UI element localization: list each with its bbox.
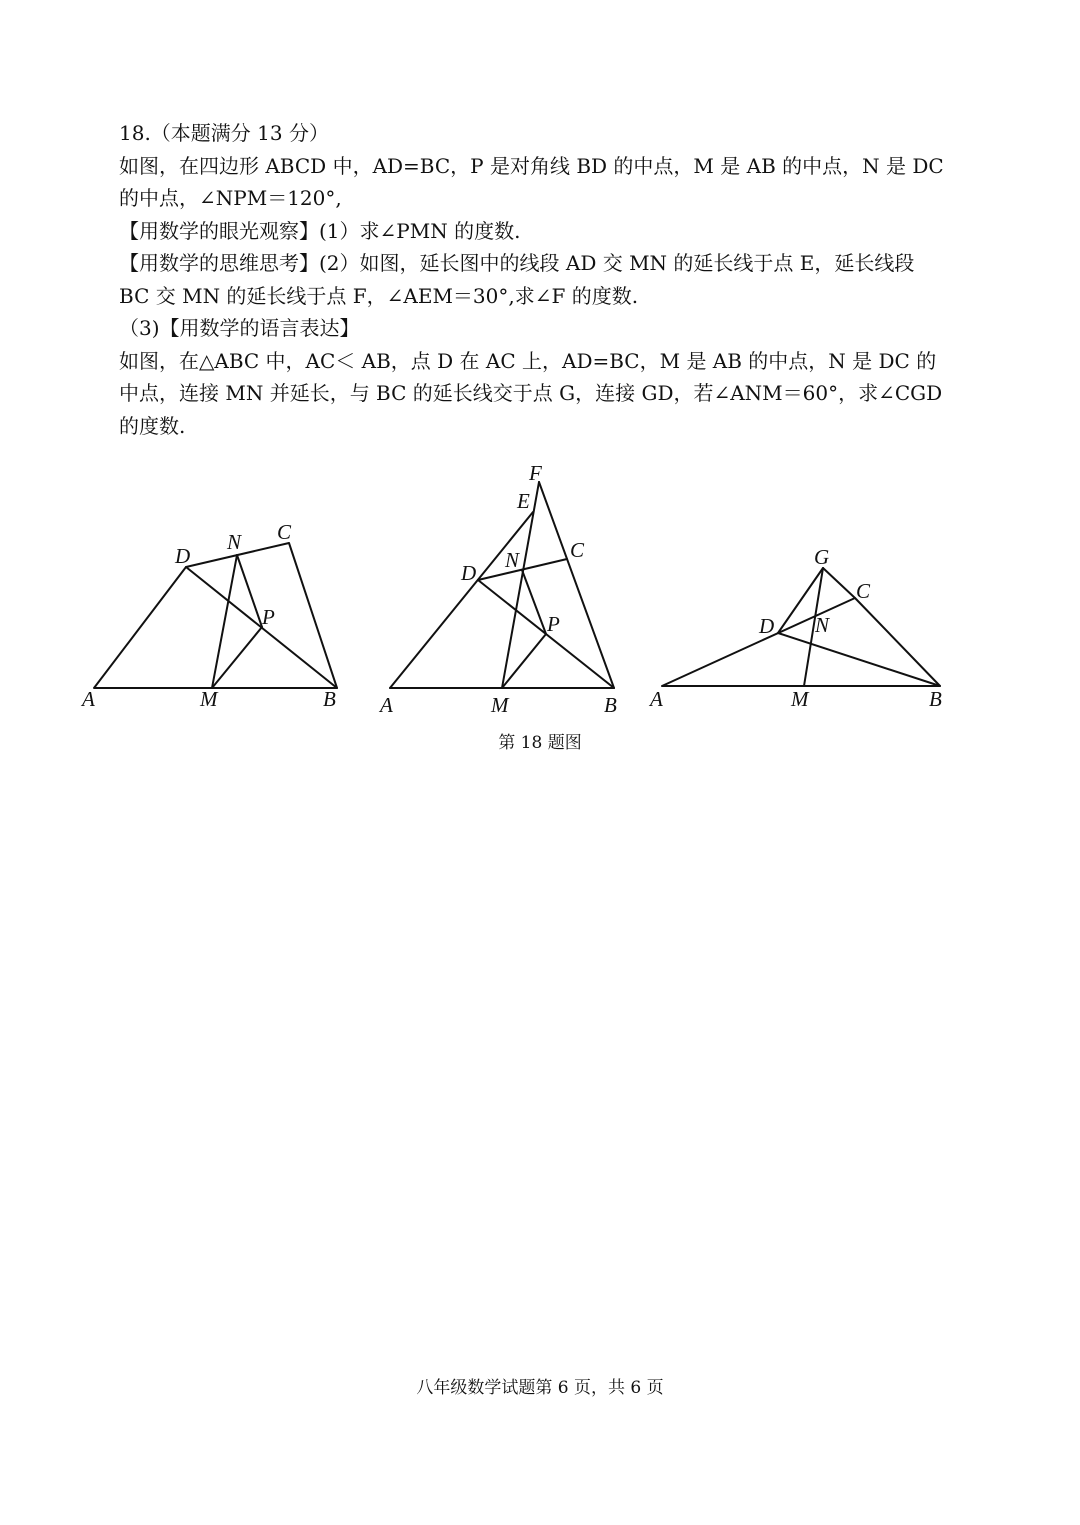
label-d: D	[175, 544, 191, 568]
problem-line: BC 交 MN 的延长线于点 F，∠AEM＝30°,求∠F 的度数.	[119, 283, 639, 308]
problem-18	[119, 117, 969, 442]
figure-caption: 第 18 题图	[498, 733, 582, 753]
label-m: M	[200, 687, 218, 711]
problem-line: 【用数学的眼光观察】(1）求∠PMN 的度数.	[119, 218, 521, 243]
line-ae	[390, 512, 533, 688]
segment-mp	[212, 627, 262, 688]
label-p: P	[262, 605, 275, 629]
label-n: N	[227, 530, 242, 554]
label-p: P	[547, 612, 560, 636]
label-c: C	[570, 538, 585, 562]
figure-1	[80, 520, 337, 711]
figure-3	[648, 545, 942, 711]
problem-line: 的中点，∠NPM＝120°,	[119, 186, 342, 210]
label-c: C	[277, 520, 292, 544]
problem-line: 【用数学的思维思考】(2）如图，延长图中的线段 AD 交 MN 的延长线于点 E，延长线段	[119, 251, 915, 275]
page-footer: 八年级数学试题第 6 页，共 6 页	[416, 1378, 664, 1398]
segment-mp	[502, 634, 546, 688]
label-f: F	[529, 461, 542, 485]
label-b: B	[929, 687, 942, 711]
label-d: D	[461, 561, 477, 585]
label-n: N	[505, 548, 520, 572]
problem-line: 中点，连接 MN 并延长，与 BC 的延长线交于点 G，连接 GD，若∠ANM＝60°，求∠CGD	[119, 381, 943, 405]
label-g: G	[814, 545, 830, 569]
label-n: N	[815, 613, 830, 637]
label-m: M	[791, 687, 809, 711]
figure-2	[378, 461, 617, 717]
line-bg	[823, 568, 855, 598]
problem-line: 的度数.	[119, 413, 186, 438]
label-a: A	[82, 687, 95, 711]
label-d: D	[759, 614, 775, 638]
problem-line: 如图，在四边形 ABCD 中，AD=BC，P 是对角线 BD 的中点，M 是 AB 的中点，N 是 DC	[119, 153, 944, 178]
problem-heading: 18.（本题满分 13 分）	[119, 121, 329, 145]
label-a: A	[650, 687, 663, 711]
problem-line: 如图，在△ABC 中，AC＜ AB，点 D 在 AC 上，AD=BC，M 是 AB 的中点，N 是 DC 的	[119, 348, 937, 373]
segment-np	[237, 555, 262, 627]
geometry-figures	[70, 458, 970, 723]
label-e: E	[517, 489, 530, 513]
label-b: B	[323, 687, 336, 711]
label-a: A	[380, 693, 393, 717]
label-m: M	[491, 693, 509, 717]
problem-line: （3)【用数学的语言表达】	[119, 316, 360, 340]
segment-mn	[212, 555, 237, 688]
label-c: C	[856, 579, 871, 603]
label-b: B	[604, 693, 617, 717]
